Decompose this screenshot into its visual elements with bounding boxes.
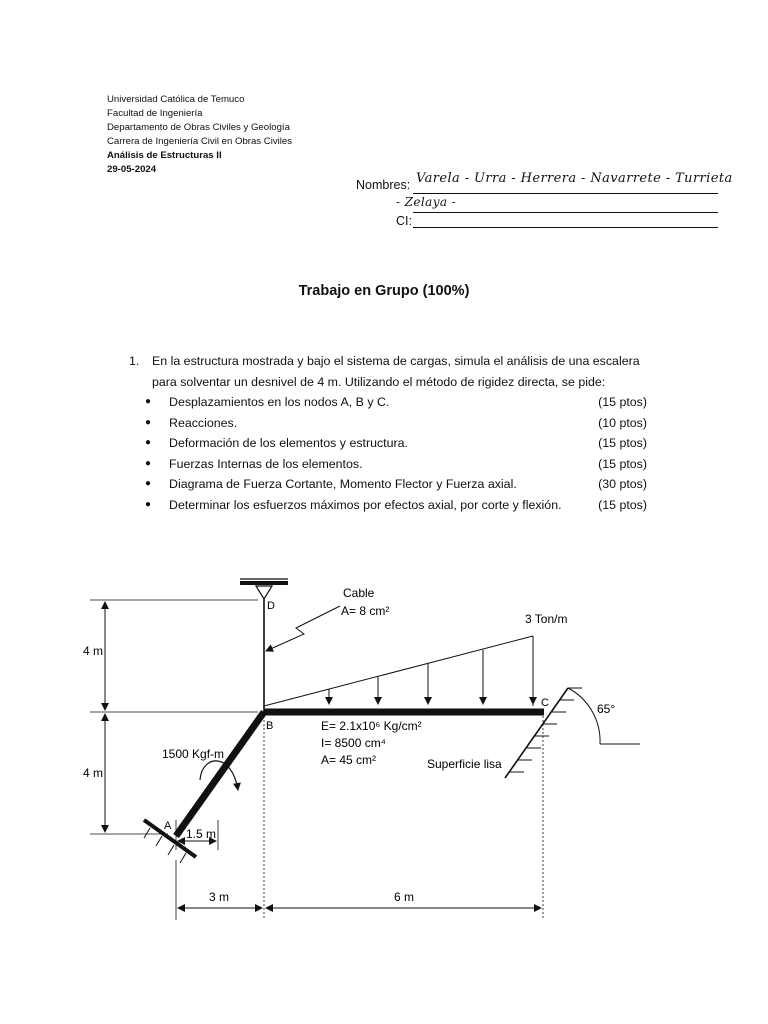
list-item — [129, 495, 649, 516]
item-points: (10 ptos) — [598, 415, 647, 430]
load-label: 3 Ton/m — [525, 612, 568, 626]
node-a-label: A — [164, 820, 172, 832]
page-title: Trabajo en Grupo (100%) — [298, 283, 470, 299]
item-text: Diagrama de Fuerza Cortante, Momento Flector y Fuerza axial. — [169, 477, 517, 491]
list-item — [129, 392, 649, 413]
item-points: (15 ptos) — [598, 395, 647, 409]
distributed-load — [264, 636, 533, 706]
document-date: 29-05-2024 — [107, 164, 157, 175]
list-item — [129, 474, 649, 495]
question-number: 1. — [129, 354, 140, 368]
bullet-icon: ● — [145, 498, 152, 510]
inertia-label: I= 8500 cm⁴ — [321, 736, 386, 750]
item-points: (30 ptos) — [598, 477, 647, 491]
inclined-member-ab — [176, 712, 264, 836]
bullet-icon: ● — [145, 437, 152, 448]
item-text: Determinar los esfuerzos máximos por efectos axial, por corte y flexión. — [169, 497, 562, 512]
department-name: Departamento de Obras Civiles y Geología — [107, 122, 290, 133]
node-d-label: D — [267, 600, 275, 612]
dim-right-label: 6 m — [394, 890, 415, 904]
area-label: A= 45 cm² — [321, 753, 377, 767]
bullet-icon: ● — [145, 396, 152, 407]
cable-pointer — [266, 606, 340, 651]
dim-lower-label: 4 m — [83, 766, 104, 780]
question-intro: En la estructura mostrada y bajo el sistema de cargas, simula el análisis de una escalera para solventar un desnivel de 4 m. Utilizando el método de rigidez directa, se pide: — [152, 354, 640, 389]
node-c-label: C — [541, 697, 549, 709]
handwritten-names: Varela - Urra - Herrera - Navarrete - Turrieta — [416, 171, 733, 186]
modulus-label: E= 2.1x10⁶ Kg/cm² — [321, 719, 422, 733]
list-item — [129, 433, 649, 454]
bullet-icon: ● — [145, 457, 152, 469]
item-points: (15 ptos) — [598, 497, 647, 512]
list-item — [129, 454, 649, 475]
bullet-icon: ● — [145, 478, 152, 489]
item-points: (15 ptos) — [598, 436, 647, 450]
item-text: Reacciones. — [169, 415, 238, 430]
dim-a-offset-label: 1.5 m — [186, 827, 217, 841]
bullet-icon: ● — [145, 416, 152, 428]
item-text: Fuerzas Internas de los elementos. — [169, 456, 363, 471]
moment-label: 1500 Kgf-m — [162, 747, 225, 761]
cable-label: Cable — [343, 586, 375, 600]
dim-left-label: 3 m — [209, 890, 230, 904]
question-items — [129, 392, 649, 515]
item-text: Deformación de los elementos y estructura. — [169, 436, 408, 450]
angle-label: 65° — [597, 702, 616, 716]
list-item — [129, 413, 649, 434]
course-name: Análisis de Estructuras II — [107, 150, 222, 161]
names-underline — [413, 193, 718, 194]
career-name: Carrera de Ingeniería Civil en Obras Civiles — [107, 136, 293, 147]
support-c — [505, 688, 640, 778]
names-underline-2 — [413, 212, 718, 213]
university-name: Universidad Católica de Temuco — [107, 94, 245, 105]
faculty-name: Facultad de Ingeniería — [107, 108, 203, 119]
node-b-label: B — [266, 720, 274, 732]
item-text: Desplazamientos en los nodos A, B y C. — [169, 395, 390, 409]
dim-upper-label: 4 m — [83, 644, 104, 658]
item-points: (15 ptos) — [598, 456, 647, 471]
handwritten-names-continued: - Zelaya - — [396, 195, 457, 209]
structure-diagram — [0, 560, 768, 940]
document-header — [107, 93, 292, 177]
ci-label: CI: — [396, 214, 412, 228]
names-label: Nombres: — [356, 178, 411, 192]
ci-underline — [413, 227, 718, 228]
smooth-surface-label: Superficie lisa — [427, 757, 502, 771]
cable-area-label: A= 8 cm² — [341, 604, 390, 618]
support-d — [240, 579, 288, 599]
